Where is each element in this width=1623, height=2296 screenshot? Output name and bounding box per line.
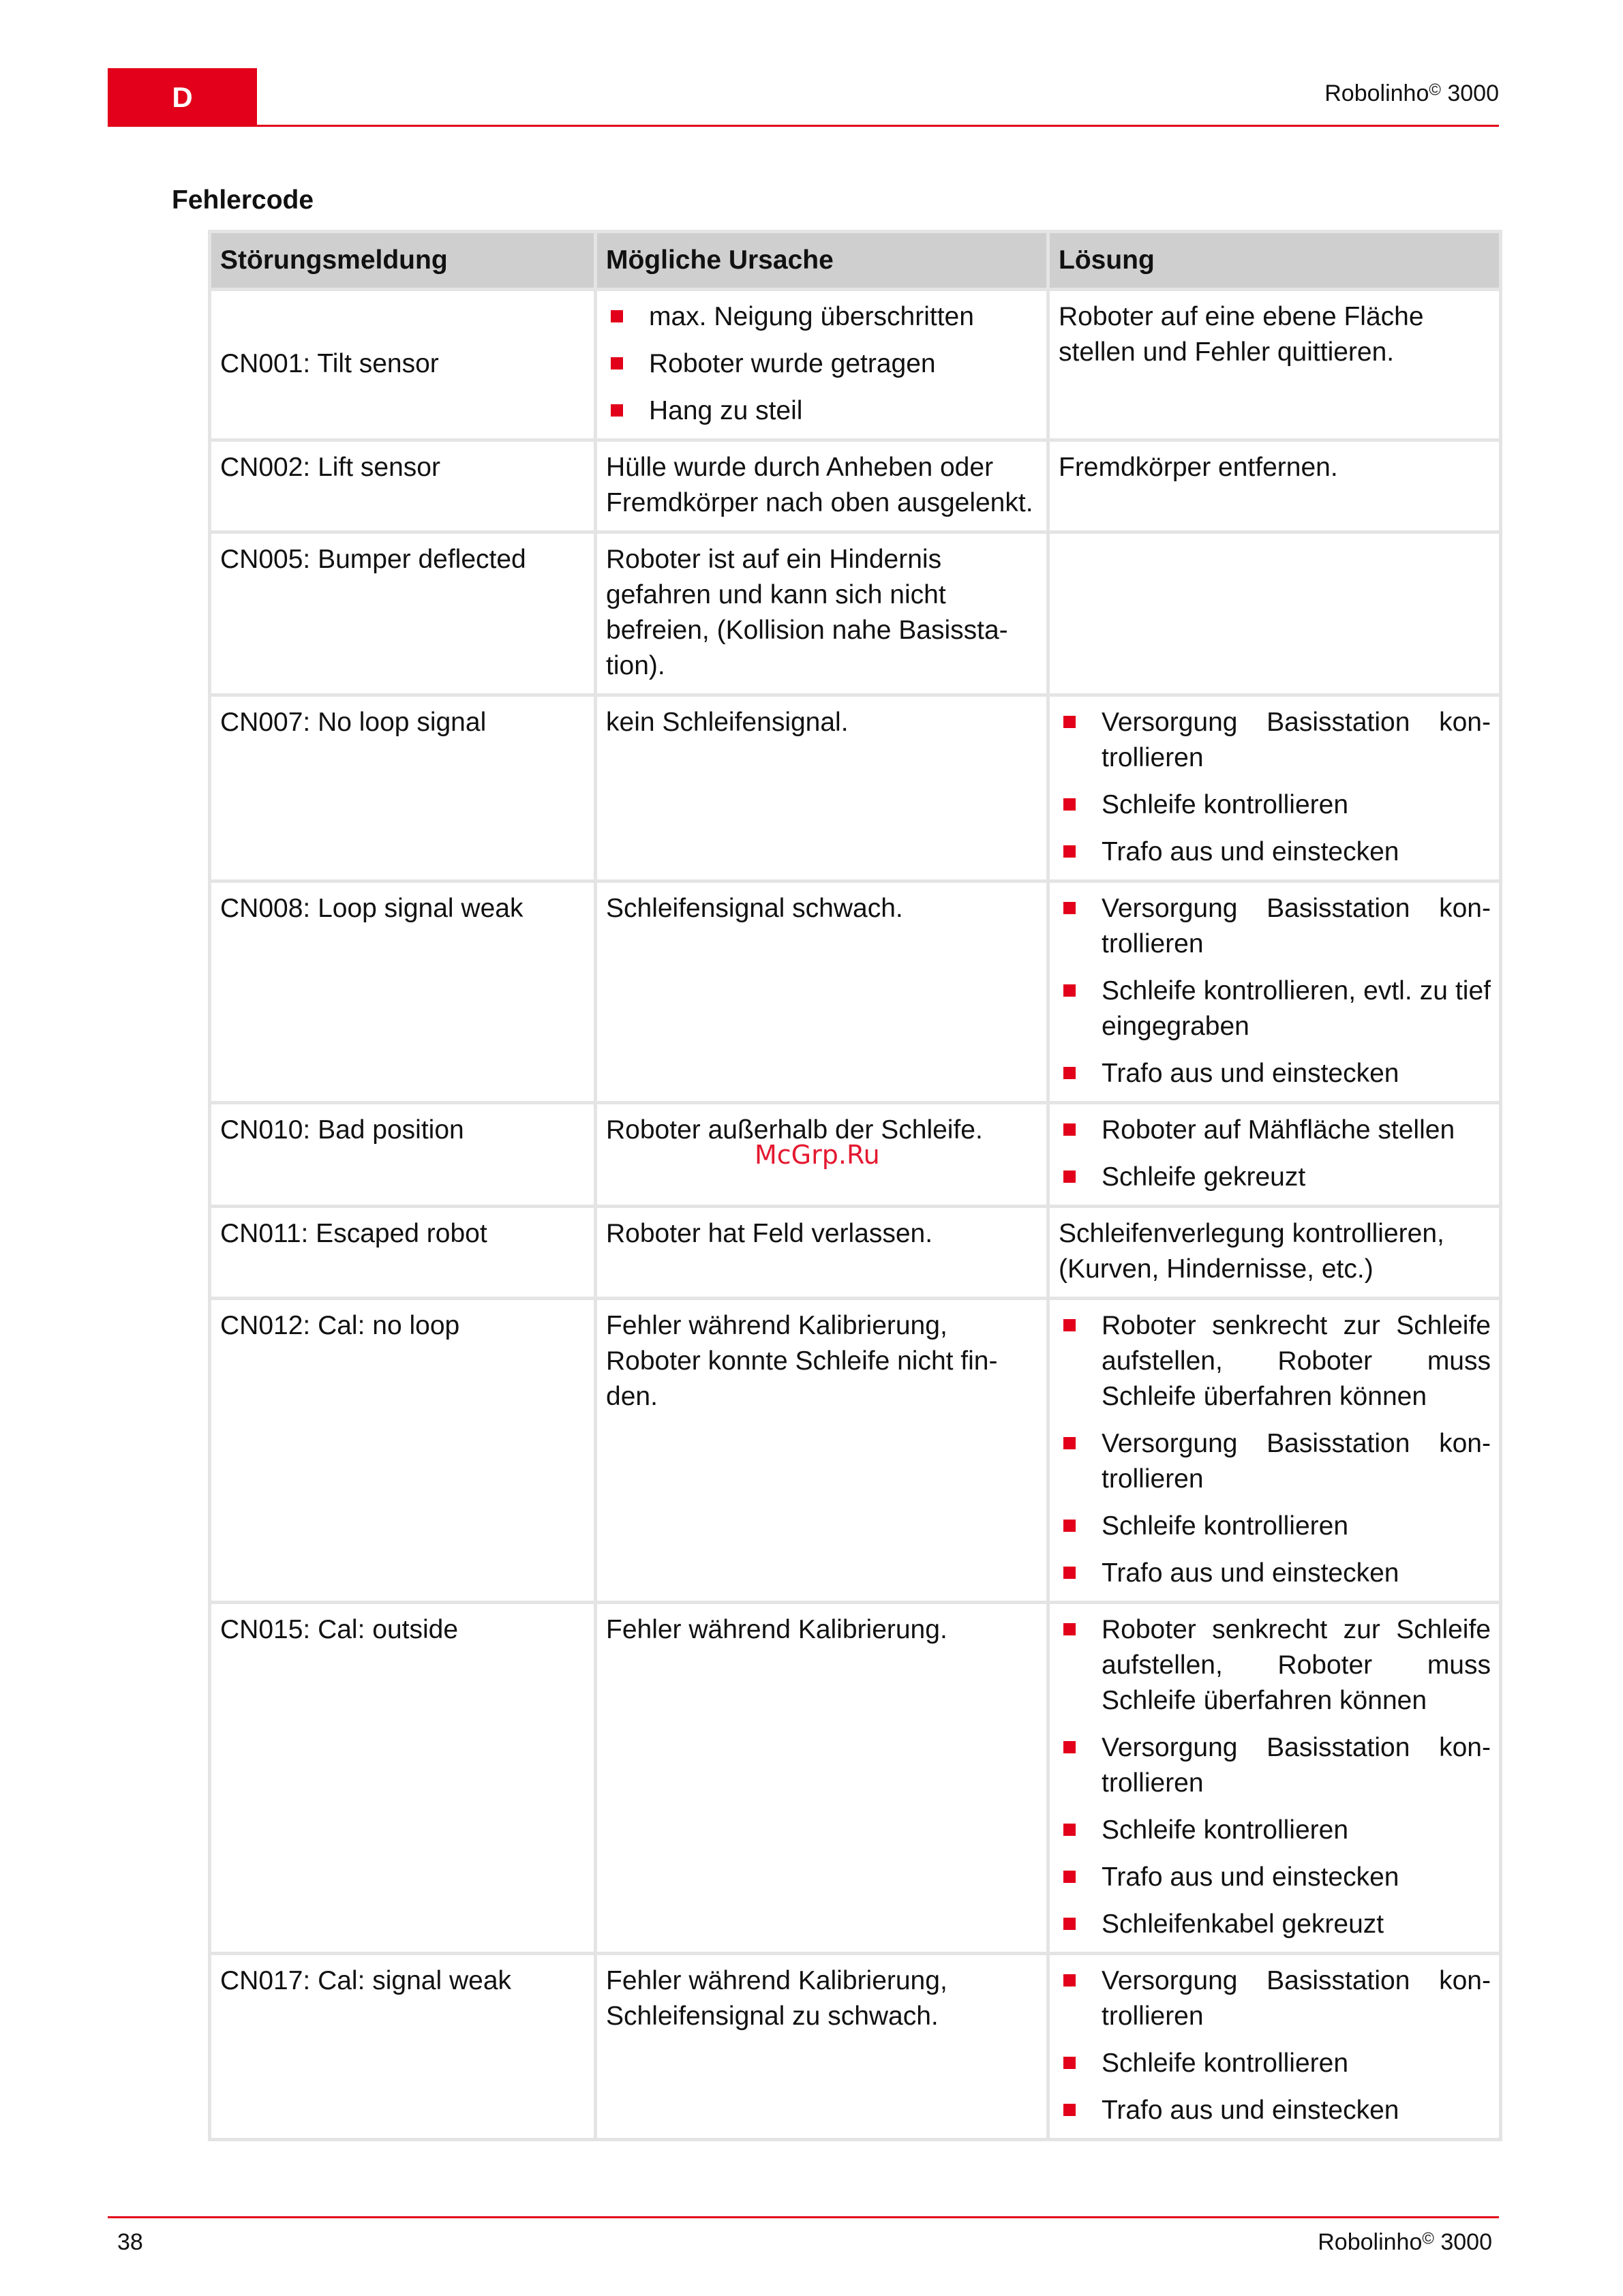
solution-cell: [1048, 1954, 1501, 2140]
red-square-bullet-icon: [1063, 1123, 1076, 1136]
list-item-text: Versorgung Basisstation kontrollieren: [1102, 1966, 1491, 2031]
list-item: [606, 393, 1038, 429]
red-square-bullet-icon: [1063, 1437, 1076, 1449]
solution-cell-list: [1059, 891, 1491, 1091]
list-item-text: Trafo aus und einstecken: [1102, 2096, 1399, 2125]
cause-cell: Roboter außerhalb der Schleife.: [596, 1103, 1048, 1207]
section-title: Fehlercode: [172, 185, 314, 215]
error-message-cell: CN005: Bumper deflected: [210, 532, 596, 695]
list-item: [1059, 1056, 1491, 1091]
column-header-cause: Mögliche Ursache: [596, 232, 1048, 290]
list-item: [1059, 1556, 1491, 1591]
list-item-text: Trafo aus und einstecken: [1102, 1558, 1399, 1588]
list-item: [1059, 1308, 1491, 1415]
red-square-bullet-icon: [611, 310, 623, 322]
list-item: [1059, 891, 1491, 962]
list-item-text: Versorgung Basisstation kontrollieren: [1102, 894, 1491, 958]
error-message-cell: CN010: Bad position: [210, 1103, 596, 1207]
solution-cell-list: [1059, 1612, 1491, 1942]
list-item: [1059, 1160, 1491, 1195]
cause-cell: kein Schleifensignal.: [596, 695, 1048, 881]
red-square-bullet-icon: [1063, 1067, 1076, 1079]
solution-cell: Schleifenverlegung kontrollieren, (Kurven, Hindernisse, etc.): [1048, 1207, 1501, 1299]
red-square-bullet-icon: [1063, 1871, 1076, 1883]
red-square-bullet-icon: [1063, 1741, 1076, 1753]
watermark: McGrp.Ru: [755, 1140, 880, 1170]
list-item-text: Versorgung Basisstation kontrollieren: [1102, 1733, 1491, 1798]
list-item-text: Schleife kontrollieren: [1102, 1511, 1349, 1541]
table-row: [210, 1207, 1501, 1299]
error-message-cell: CN008: Loop signal weak: [210, 881, 596, 1103]
solution-cell: Roboter auf eine ebene Fläche stellen und Fehler quittieren.: [1048, 290, 1501, 440]
table-row: [210, 1299, 1501, 1603]
cause-cell: Schleifensignal schwach.: [596, 881, 1048, 1103]
solution-cell: [1048, 881, 1501, 1103]
list-item: [1059, 1907, 1491, 1942]
solution-cell-list: [1059, 1308, 1491, 1591]
footer-model: 3000: [1440, 2229, 1492, 2255]
language-tab: D: [108, 68, 257, 126]
list-item: [606, 299, 1038, 335]
solution-cell: [1048, 532, 1501, 695]
red-square-bullet-icon: [1063, 1170, 1076, 1183]
solution-cell-list: [1059, 1113, 1491, 1195]
red-square-bullet-icon: [1063, 1567, 1076, 1579]
red-square-bullet-icon: [1063, 2057, 1076, 2069]
table-row: [210, 881, 1501, 1103]
cause-cell: Fehler während Kalibrierung.: [596, 1603, 1048, 1954]
footer-copyright-symbol: ©: [1422, 2229, 1434, 2248]
solution-cell: [1048, 1103, 1501, 1207]
red-square-bullet-icon: [1063, 1824, 1076, 1836]
list-item: [1059, 834, 1491, 870]
red-square-bullet-icon: [1063, 716, 1076, 728]
list-item-text: Versorgung Basisstation kontrollieren: [1102, 1429, 1491, 1494]
list-item: [1059, 1730, 1491, 1801]
red-square-bullet-icon: [611, 357, 623, 369]
list-item: [606, 346, 1038, 382]
red-square-bullet-icon: [611, 404, 623, 417]
cause-cell: Roboter hat Feld verlassen.: [596, 1207, 1048, 1299]
red-square-bullet-icon: [1063, 1520, 1076, 1532]
list-item: [1059, 2046, 1491, 2081]
cause-cell: Fehler während Kalibrierung, Roboter konnte Schleife nicht finden.: [596, 1299, 1048, 1603]
table-header-row: [210, 232, 1501, 290]
column-header-solution: Lösung: [1048, 232, 1501, 290]
header-product-name: Robolinho: [1324, 80, 1429, 106]
list-item: [1059, 1813, 1491, 1848]
list-item-text: Trafo aus und einstecken: [1102, 837, 1399, 866]
footer-product-name: Robolinho: [1318, 2229, 1423, 2255]
list-item-text: Roboter senkrecht zur Schleife aufstellen, Roboter muss Schleife überfahren können: [1102, 1615, 1491, 1715]
cause-cell: [596, 290, 1048, 440]
cause-cell-list: [606, 299, 1038, 429]
solution-cell: [1048, 1603, 1501, 1954]
footer-product-title: [1318, 2229, 1492, 2256]
list-item: [1059, 973, 1491, 1044]
table-row: [210, 695, 1501, 881]
error-message-cell: CN011: Escaped robot: [210, 1207, 596, 1299]
list-item: [1059, 705, 1491, 776]
list-item-text: Trafo aus und einstecken: [1102, 1059, 1399, 1088]
list-item-text: Schleife kontrollieren: [1102, 790, 1349, 819]
footer-rule: [108, 2216, 1499, 2218]
table-row: [210, 1954, 1501, 2140]
header-product-title: [1324, 80, 1499, 107]
error-message-cell: CN001: Tilt sensor: [210, 290, 596, 440]
error-message-cell: CN015: Cal: outside: [210, 1603, 596, 1954]
list-item-text: Roboter senkrecht zur Schleife aufstellen, Roboter muss Schleife überfahren können: [1102, 1311, 1491, 1411]
error-code-table: [208, 230, 1502, 2141]
list-item-text: Roboter wurde getragen: [649, 349, 936, 378]
list-item-text: Schleife kontrollieren, evtl. zu tief eingegraben: [1102, 976, 1491, 1041]
red-square-bullet-icon: [1063, 798, 1076, 811]
header-rule: [108, 125, 1499, 127]
red-square-bullet-icon: [1063, 1319, 1076, 1331]
list-item: [1059, 1509, 1491, 1544]
list-item-text: Trafo aus und einstecken: [1102, 1862, 1399, 1892]
cause-cell: Roboter ist auf ein Hindernis gefahren und kann sich nicht befreien, (Kollision nahe Basisstation).: [596, 532, 1048, 695]
list-item: [1059, 2093, 1491, 2128]
column-header-message: Störungsmeldung: [210, 232, 596, 290]
list-item: [1059, 1113, 1491, 1148]
list-item: [1059, 787, 1491, 823]
cause-cell: Hülle wurde durch Anheben oder Fremdkörper nach oben ausgelenkt.: [596, 440, 1048, 532]
list-item: [1059, 1860, 1491, 1895]
red-square-bullet-icon: [1063, 1623, 1076, 1635]
list-item: [1059, 1426, 1491, 1497]
red-square-bullet-icon: [1063, 902, 1076, 914]
solution-cell: [1048, 1299, 1501, 1603]
error-message-cell: CN012: Cal: no loop: [210, 1299, 596, 1603]
list-item: [1059, 1612, 1491, 1719]
solution-cell-list: [1059, 705, 1491, 870]
red-square-bullet-icon: [1063, 2104, 1076, 2116]
list-item-text: max. Neigung überschritten: [649, 302, 974, 331]
table-row: [210, 1603, 1501, 1954]
error-message-cell: CN007: No loop signal: [210, 695, 596, 881]
list-item-text: Hang zu steil: [649, 396, 803, 425]
list-item-text: Schleife kontrollieren: [1102, 2049, 1349, 2078]
header-model: 3000: [1447, 80, 1499, 106]
list-item: [1059, 1963, 1491, 2034]
red-square-bullet-icon: [1063, 845, 1076, 858]
error-message-cell: CN002: Lift sensor: [210, 440, 596, 532]
page-number: 38: [117, 2229, 143, 2255]
table-row: [210, 532, 1501, 695]
list-item-text: Schleife gekreuzt: [1102, 1162, 1306, 1192]
header-copyright-symbol: ©: [1429, 80, 1441, 100]
list-item-text: Roboter auf Mähfläche stellen: [1102, 1115, 1455, 1145]
solution-cell-list: [1059, 1963, 1491, 2128]
table-body: [210, 290, 1501, 2140]
cause-cell: Fehler während Kalibrierung, Schleifensignal zu schwach.: [596, 1954, 1048, 2140]
solution-cell: [1048, 695, 1501, 881]
list-item-text: Versorgung Basisstation kontrollieren: [1102, 708, 1491, 772]
list-item-text: Schleifenkabel gekreuzt: [1102, 1909, 1384, 1939]
table-row: [210, 440, 1501, 532]
red-square-bullet-icon: [1063, 1918, 1076, 1930]
red-square-bullet-icon: [1063, 1974, 1076, 1987]
table-row: [210, 290, 1501, 440]
red-square-bullet-icon: [1063, 984, 1076, 997]
list-item-text: Schleife kontrollieren: [1102, 1815, 1349, 1845]
solution-cell: Fremdkörper entfernen.: [1048, 440, 1501, 532]
error-message-cell: CN017: Cal: signal weak: [210, 1954, 596, 2140]
